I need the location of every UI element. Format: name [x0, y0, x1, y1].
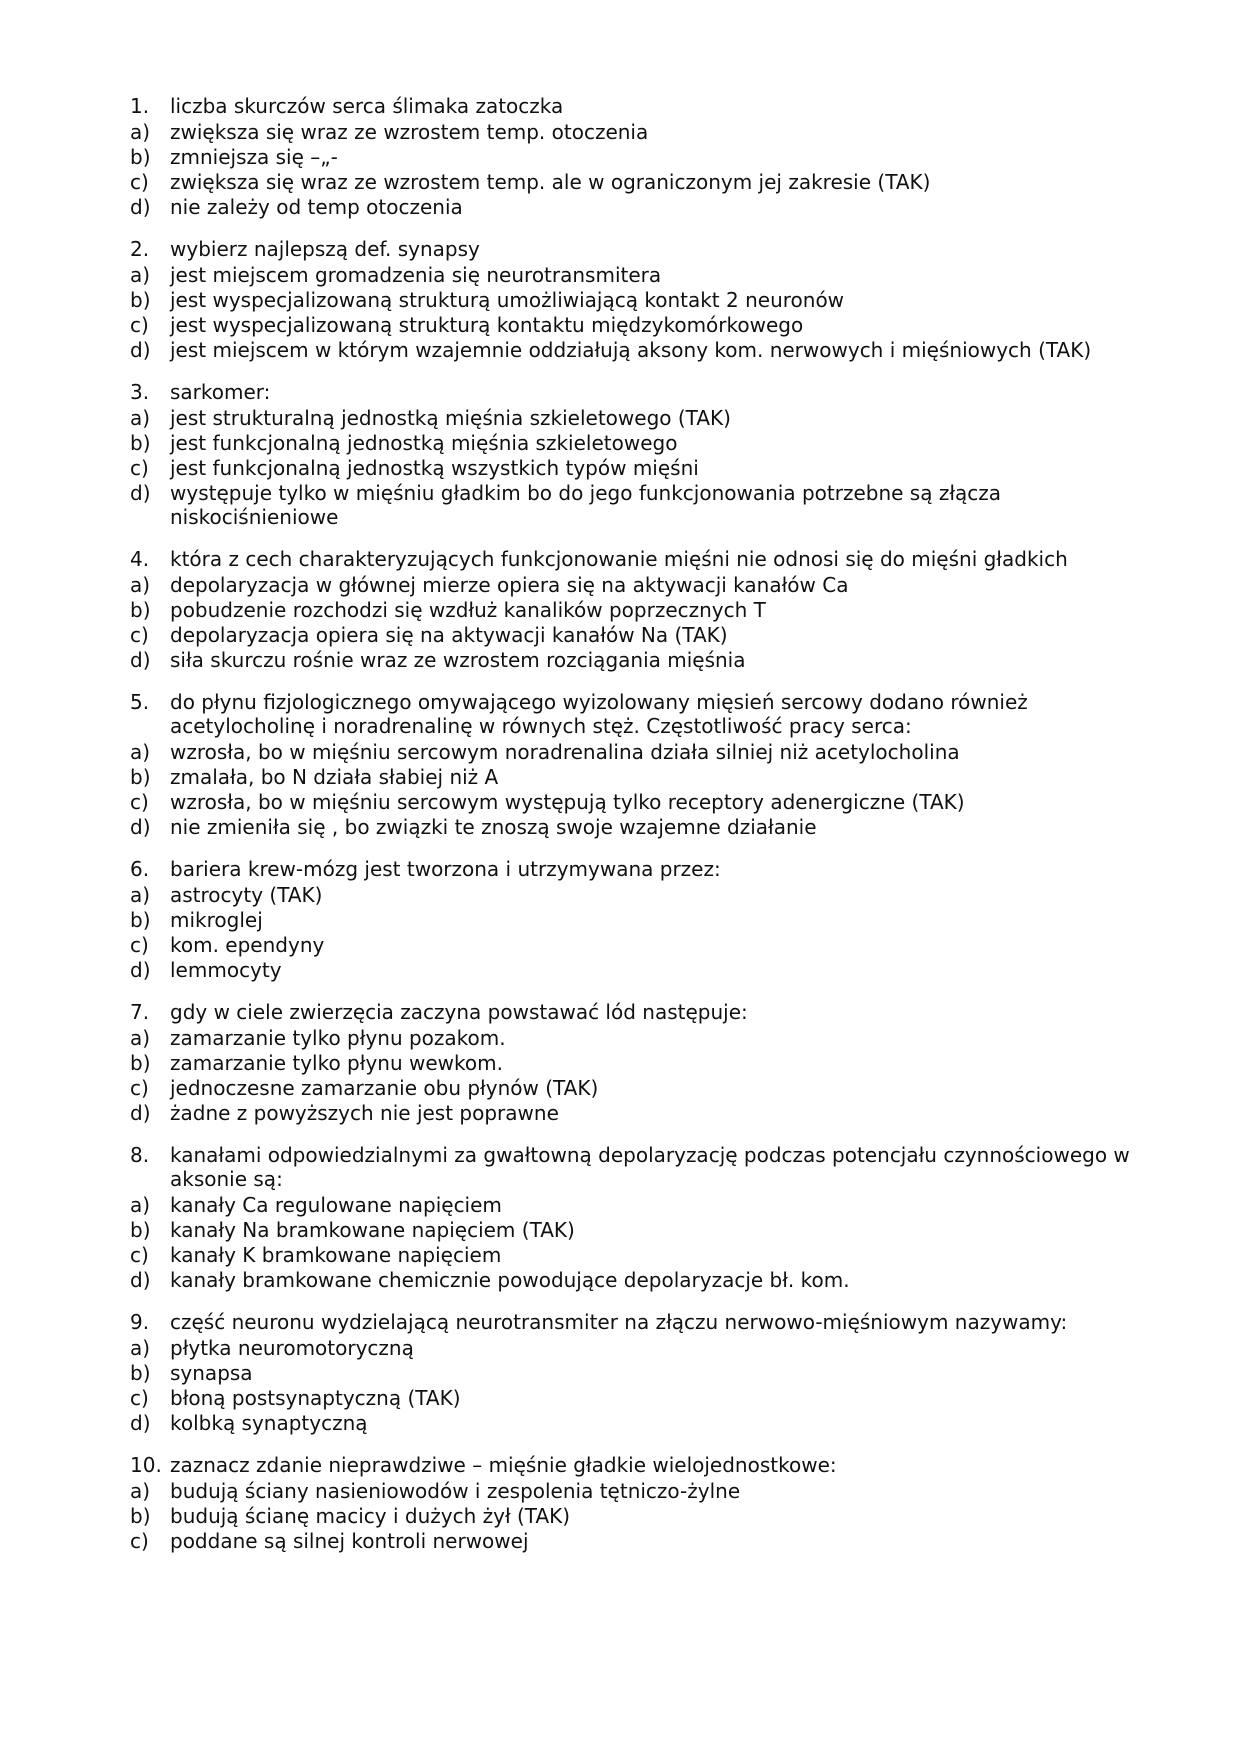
option-label: c) [130, 1243, 149, 1267]
option-text: lemmocyty [170, 958, 282, 982]
question-8 [130, 1143, 1140, 1292]
answer-option [130, 623, 1140, 647]
question-10 [130, 1453, 1140, 1553]
answer-option [130, 1243, 1140, 1267]
option-label: c) [130, 1076, 149, 1100]
answer-option [130, 1504, 1140, 1528]
option-label: b) [130, 1218, 151, 1242]
option-text: zamarzanie tylko płynu pozakom. [170, 1026, 506, 1050]
answer-option [130, 815, 1140, 839]
option-text: kom. ependyny [170, 933, 325, 957]
answer-option [130, 456, 1140, 480]
option-label: c) [130, 1529, 149, 1553]
question-9 [130, 1310, 1140, 1435]
question-text: liczba skurczów serca ślimaka zatoczka [170, 94, 564, 118]
answer-option [130, 958, 1140, 982]
option-text: zmalała, bo N działa słabiej niż A [170, 765, 499, 789]
question-text: wybierz najlepszą def. synapsy [170, 237, 480, 261]
answer-option [130, 1411, 1140, 1435]
option-text: budują ściany nasieniowodów i zespolenia tętniczo-żylne [170, 1479, 741, 1503]
question-line [130, 857, 1140, 881]
question-number: 8. [130, 1143, 150, 1167]
question-text: część neuronu wydzielającą neurotransmiter na złączu nerwowo-mięśniowym nazywamy: [170, 1310, 1068, 1334]
question-line [130, 690, 1140, 738]
option-label: c) [130, 790, 149, 814]
option-label: c) [130, 623, 149, 647]
option-text: nie zależy od temp otoczenia [170, 195, 463, 219]
answer-option [130, 1193, 1140, 1217]
option-label: a) [130, 1026, 151, 1050]
option-text: depolaryzacja w głównej mierze opiera się na aktywacji kanałów Ca [170, 573, 849, 597]
option-label: d) [130, 1411, 151, 1435]
option-text: jest strukturalną jednostką mięśnia szkieletowego (TAK) [170, 406, 731, 430]
option-text: kolbką synaptyczną [170, 1411, 368, 1435]
answer-option [130, 883, 1140, 907]
option-label: c) [130, 313, 149, 337]
answer-option [130, 1051, 1140, 1075]
option-label: a) [130, 573, 151, 597]
question-number: 9. [130, 1310, 150, 1334]
document-body [130, 94, 1140, 1571]
option-text: błoną postsynaptyczną (TAK) [170, 1386, 461, 1410]
answer-option [130, 933, 1140, 957]
option-label: d) [130, 815, 151, 839]
option-text: jest miejscem w którym wzajemnie oddziałują aksony kom. nerwowych i mięśniowych (TAK) [170, 338, 1092, 362]
answer-option [130, 263, 1140, 287]
option-label: a) [130, 883, 151, 907]
question-text: gdy w ciele zwierzęcia zaczyna powstawać lód następuje: [170, 1000, 748, 1024]
question-3 [130, 380, 1140, 529]
question-line [130, 1453, 1140, 1477]
question-2 [130, 237, 1140, 362]
option-label: a) [130, 1193, 151, 1217]
answer-option [130, 1336, 1140, 1360]
answer-option [130, 1386, 1140, 1410]
option-label: b) [130, 598, 151, 622]
option-text: nie zmieniła się , bo związki te znoszą swoje wzajemne działanie [170, 815, 817, 839]
answer-option [130, 145, 1140, 169]
option-label: d) [130, 481, 151, 505]
option-label: a) [130, 1479, 151, 1503]
option-text: zwiększa się wraz ze wzrostem temp. otoczenia [170, 120, 649, 144]
option-label: b) [130, 288, 151, 312]
answer-option [130, 908, 1140, 932]
answer-option [130, 288, 1140, 312]
option-text: kanały Na bramkowane napięciem (TAK) [170, 1218, 575, 1242]
option-text: jest funkcjonalną jednostką wszystkich typów mięśni [170, 456, 699, 480]
option-text: jest wyspecjalizowaną strukturą kontaktu międzykomórkowego [170, 313, 804, 337]
answer-option [130, 338, 1140, 362]
answer-option [130, 790, 1140, 814]
option-label: c) [130, 170, 149, 194]
question-line [130, 237, 1140, 261]
question-4 [130, 547, 1140, 672]
question-text: która z cech charakteryzujących funkcjonowanie mięśni nie odnosi się do mięśni gładkich [170, 547, 1068, 571]
option-text: jest miejscem gromadzenia się neurotransmitera [170, 263, 662, 287]
question-7 [130, 1000, 1140, 1125]
question-number: 6. [130, 857, 150, 881]
answer-option [130, 170, 1140, 194]
option-text: zmniejsza się –„- [170, 145, 338, 169]
question-text: bariera krew-mózg jest tworzona i utrzymywana przez: [170, 857, 721, 881]
option-text: kanały bramkowane chemicznie powodujące depolaryzacje bł. kom. [170, 1268, 850, 1292]
option-text: zamarzanie tylko płynu wewkom. [170, 1051, 503, 1075]
option-label: d) [130, 338, 151, 362]
answer-option [130, 431, 1140, 455]
question-1 [130, 94, 1140, 219]
answer-option [130, 1026, 1140, 1050]
option-text: kanały Ca regulowane napięciem [170, 1193, 502, 1217]
option-text: poddane są silnej kontroli nerwowej [170, 1529, 529, 1553]
question-number: 3. [130, 380, 150, 404]
option-label: b) [130, 765, 151, 789]
option-label: c) [130, 456, 149, 480]
question-5 [130, 690, 1140, 839]
answer-option [130, 1361, 1140, 1385]
option-label: a) [130, 1336, 151, 1360]
option-label: b) [130, 431, 151, 455]
question-text: kanałami odpowiedzialnymi za gwałtowną depolaryzację podczas potencjału czynnościowego w aksonie są: [170, 1143, 1130, 1191]
option-text: synapsa [170, 1361, 253, 1385]
option-label: d) [130, 195, 151, 219]
question-number: 1. [130, 94, 150, 118]
option-text: zwiększa się wraz ze wzrostem temp. ale w ograniczonym jej zakresie (TAK) [170, 170, 931, 194]
question-line [130, 1000, 1140, 1024]
answer-option [130, 1076, 1140, 1100]
option-text: astrocyty (TAK) [170, 883, 323, 907]
option-text: jest wyspecjalizowaną strukturą umożliwiającą kontakt 2 neuronów [170, 288, 845, 312]
question-6 [130, 857, 1140, 982]
answer-option [130, 1479, 1140, 1503]
option-label: d) [130, 1268, 151, 1292]
question-line [130, 1310, 1140, 1334]
option-label: a) [130, 740, 151, 764]
question-text: sarkomer: [170, 380, 271, 404]
answer-option [130, 1529, 1140, 1553]
answer-option [130, 598, 1140, 622]
question-number: 5. [130, 690, 150, 714]
option-text: kanały K bramkowane napięciem [170, 1243, 502, 1267]
option-label: b) [130, 1361, 151, 1385]
question-line [130, 94, 1140, 118]
option-label: d) [130, 648, 151, 672]
answer-option [130, 313, 1140, 337]
option-text: wzrosła, bo w mięśniu sercowym noradrenalina działa silniej niż acetylocholina [170, 740, 960, 764]
option-text: płytka neuromotoryczną [170, 1336, 414, 1360]
option-text: jednoczesne zamarzanie obu płynów (TAK) [170, 1076, 599, 1100]
question-number: 2. [130, 237, 150, 261]
answer-option [130, 120, 1140, 144]
option-label: a) [130, 263, 151, 287]
option-text: budują ścianę macicy i dużych żył (TAK) [170, 1504, 571, 1528]
question-line [130, 1143, 1140, 1191]
option-label: a) [130, 406, 151, 430]
answer-option [130, 648, 1140, 672]
option-label: b) [130, 908, 151, 932]
question-number: 4. [130, 547, 150, 571]
question-number: 10. [130, 1453, 162, 1477]
answer-option [130, 1101, 1140, 1125]
option-text: siła skurczu rośnie wraz ze wzrostem rozciągania mięśnia [170, 648, 746, 672]
option-text: wzrosła, bo w mięśniu sercowym występują tylko receptory adenergiczne (TAK) [170, 790, 965, 814]
option-label: b) [130, 1051, 151, 1075]
option-label: c) [130, 1386, 149, 1410]
option-label: a) [130, 120, 151, 144]
question-text: zaznacz zdanie nieprawdziwe – mięśnie gładkie wielojednostkowe: [170, 1453, 837, 1477]
option-label: b) [130, 145, 151, 169]
option-text: występuje tylko w mięśniu gładkim bo do jego funkcjonowania potrzebne są złącza niskociśnieniowe [170, 481, 1002, 529]
option-text: jest funkcjonalną jednostką mięśnia szkieletowego [170, 431, 678, 455]
option-text: depolaryzacja opiera się na aktywacji kanałów Na (TAK) [170, 623, 728, 647]
answer-option [130, 481, 1140, 529]
question-line [130, 380, 1140, 404]
option-text: pobudzenie rozchodzi się wzdłuż kanalików poprzecznych T [170, 598, 766, 622]
answer-option [130, 1268, 1140, 1292]
option-label: b) [130, 1504, 151, 1528]
option-text: żadne z powyższych nie jest poprawne [170, 1101, 559, 1125]
question-text: do płynu fizjologicznego omywającego wyizolowany mięsień sercowy dodano również acetylocholinę i noradrenalinę w równych stęż. Częstotliwość pracy serca: [170, 690, 1028, 738]
option-text: mikroglej [170, 908, 263, 932]
question-line [130, 547, 1140, 571]
answer-option [130, 740, 1140, 764]
option-label: d) [130, 958, 151, 982]
option-label: c) [130, 933, 149, 957]
question-number: 7. [130, 1000, 150, 1024]
answer-option [130, 1218, 1140, 1242]
answer-option [130, 406, 1140, 430]
answer-option [130, 195, 1140, 219]
answer-option [130, 573, 1140, 597]
answer-option [130, 765, 1140, 789]
option-label: d) [130, 1101, 151, 1125]
